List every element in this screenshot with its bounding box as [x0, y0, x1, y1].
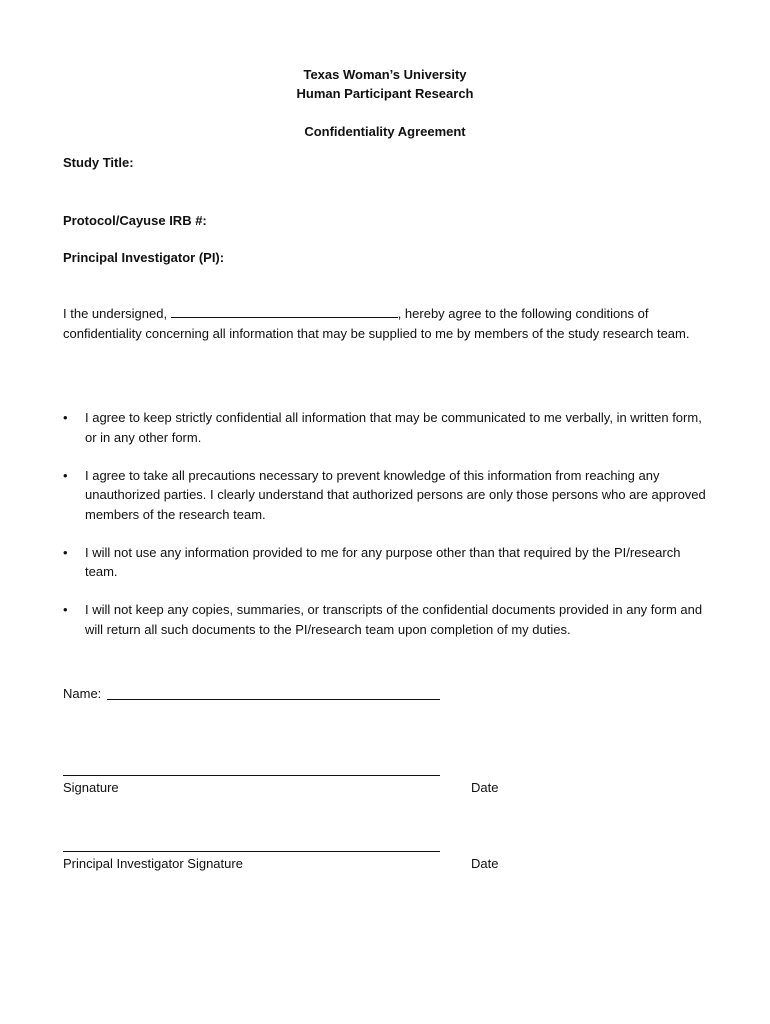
list-item-text: I will not keep any copies, summaries, or transcripts of the confidential documents provided in any form and will return all such documents to the PI/research team upon completion of my duties. — [85, 602, 703, 637]
list-item — [63, 408, 713, 447]
pi-signature-label: Principal Investigator Signature — [63, 856, 243, 871]
document-title: Confidentiality Agreement — [304, 124, 466, 139]
list-item — [63, 600, 713, 639]
study-title-label: Study Title: — [63, 155, 134, 170]
document-header — [0, 65, 770, 103]
list-item-text: I agree to keep strictly confidential all information that may be communicated to me verbally, in written form, or in any other form. — [85, 410, 702, 445]
list-item-text: I agree to take all precautions necessary to prevent knowledge of this information from reaching any unauthorized parties. I clearly understand that authorized persons are only those persons who are approved members of the research team. — [85, 467, 706, 522]
signature-label: Signature — [63, 780, 119, 795]
signature-date-label: Date — [471, 780, 499, 795]
protocol-label: Protocol/Cayuse IRB #: — [63, 213, 207, 228]
name-label: Name: — [63, 686, 102, 701]
university-name: Texas Woman’s University — [303, 67, 467, 82]
list-item-text: I will not use any information provided to me for any purpose other than that required by the PI/research team. — [85, 544, 681, 579]
bullet-icon: • — [63, 544, 68, 560]
department-name: Human Participant Research — [296, 86, 474, 101]
intro-text-end: , hereby agree to the following conditions of confidentiality concerning all information that may be supplied to me by members of the study research team. — [63, 306, 690, 341]
list-item — [63, 466, 713, 525]
conditions-list — [63, 408, 713, 658]
list-item — [63, 543, 713, 582]
pi-signature-date-label: Date — [471, 856, 499, 871]
bullet-icon: • — [63, 467, 68, 483]
pi-signature-blank-line — [63, 851, 440, 852]
undersigned-blank-line — [171, 305, 398, 318]
bullet-icon: • — [63, 602, 68, 617]
name-blank-line — [107, 699, 440, 700]
pi-label: Principal Investigator (PI): — [63, 250, 225, 265]
intro-paragraph — [63, 304, 713, 343]
bullet-icon: • — [63, 410, 68, 425]
signature-blank-line — [63, 775, 440, 776]
intro-text-start: I the undersigned, — [63, 306, 171, 321]
